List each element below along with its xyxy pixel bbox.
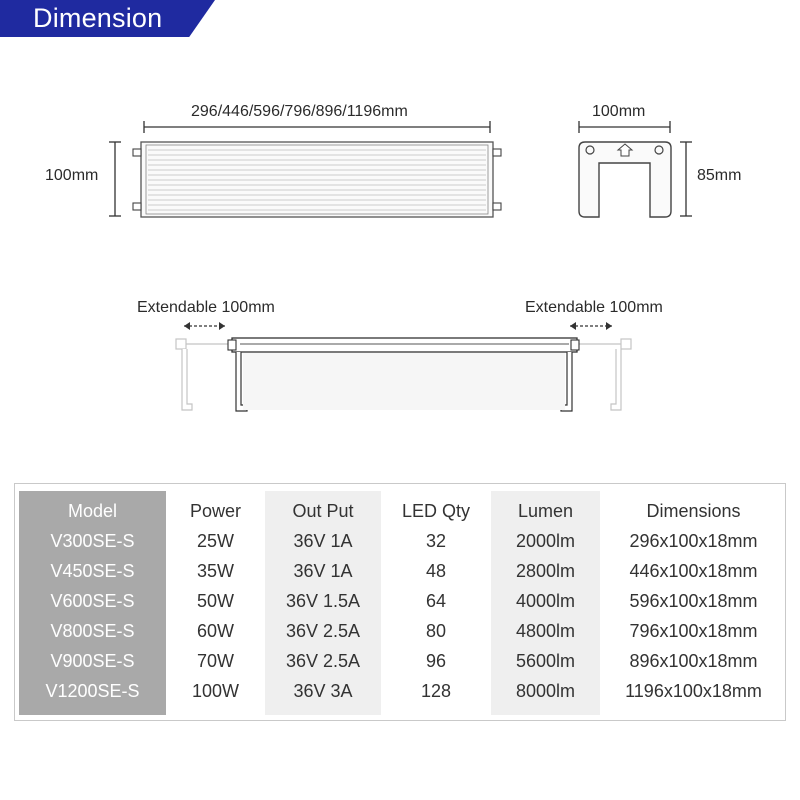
table-cell-lumen: 4000lm (515, 591, 576, 611)
header-power: Power (189, 501, 242, 521)
table-cell-model: V800SE-S (50, 621, 135, 641)
table-cell-power: 25W (196, 531, 234, 551)
side-view-drawing (579, 121, 692, 217)
header-lumen: Lumen (517, 501, 574, 521)
table-cell-output: 36V 2.5A (285, 621, 361, 641)
front-view-drawing (109, 121, 501, 217)
table-cell-output: 36V 3A (293, 681, 353, 701)
front-width-label: 296/446/596/796/896/1196mm (191, 103, 408, 120)
table-cell-model: V450SE-S (50, 561, 135, 581)
extendable-left-label: Extendable 100mm (137, 299, 275, 316)
table-cell-power: 50W (196, 591, 234, 611)
table-cell-model: V900SE-S (50, 651, 135, 671)
table-cell-dimensions: 296x100x18mm (629, 531, 758, 551)
table-cell-led-qty: 64 (425, 591, 447, 611)
table-cell-led-qty: 128 (420, 681, 452, 701)
side-height-label: 85mm (697, 167, 742, 184)
extendable-view-drawing (176, 322, 631, 411)
table-cell-output: 36V 1A (293, 531, 353, 551)
table-cell-model: V300SE-S (50, 531, 135, 551)
extendable-light-bar (232, 338, 577, 352)
table-cell-dimensions: 796x100x18mm (629, 621, 758, 641)
table-cell-led-qty: 32 (425, 531, 447, 551)
table-cell-lumen: 5600lm (515, 651, 576, 671)
table-cell-power: 35W (196, 561, 234, 581)
table-cell-led-qty: 48 (425, 561, 447, 581)
table-cell-model: V1200SE-S (45, 681, 140, 701)
table-cell-power: 100W (191, 681, 240, 701)
table-cell-power: 70W (196, 651, 234, 671)
table-cell-lumen: 2000lm (515, 531, 576, 551)
header-output: Out Put (292, 501, 354, 521)
table-cell-dimensions: 596x100x18mm (629, 591, 758, 611)
table-cell-dimensions: 1196x100x18mm (625, 681, 762, 701)
table-cell-dimensions: 446x100x18mm (629, 561, 758, 581)
table-cell-output: 36V 1A (293, 561, 353, 581)
header-model: Model (67, 501, 118, 521)
table-cell-lumen: 4800lm (515, 621, 576, 641)
header-dimensions: Dimensions (646, 501, 741, 521)
table-cell-lumen: 2800lm (515, 561, 576, 581)
table-cell-dimensions: 896x100x18mm (629, 651, 758, 671)
table-cell-model: V600SE-S (50, 591, 135, 611)
spec-table (14, 483, 786, 721)
page-title: Dimension (33, 3, 163, 33)
front-fixture-body (141, 142, 493, 217)
table-cell-power: 60W (196, 621, 234, 641)
extendable-right-label: Extendable 100mm (525, 299, 663, 316)
table-cell-lumen: 8000lm (515, 681, 576, 701)
header-led-qty: LED Qty (401, 501, 471, 521)
front-height-label: 100mm (45, 167, 99, 184)
side-width-label: 100mm (592, 103, 646, 120)
table-cell-output: 36V 1.5A (285, 591, 361, 611)
table-cell-led-qty: 80 (425, 621, 447, 641)
table-cell-output: 36V 2.5A (285, 651, 361, 671)
table-cell-led-qty: 96 (425, 651, 447, 671)
